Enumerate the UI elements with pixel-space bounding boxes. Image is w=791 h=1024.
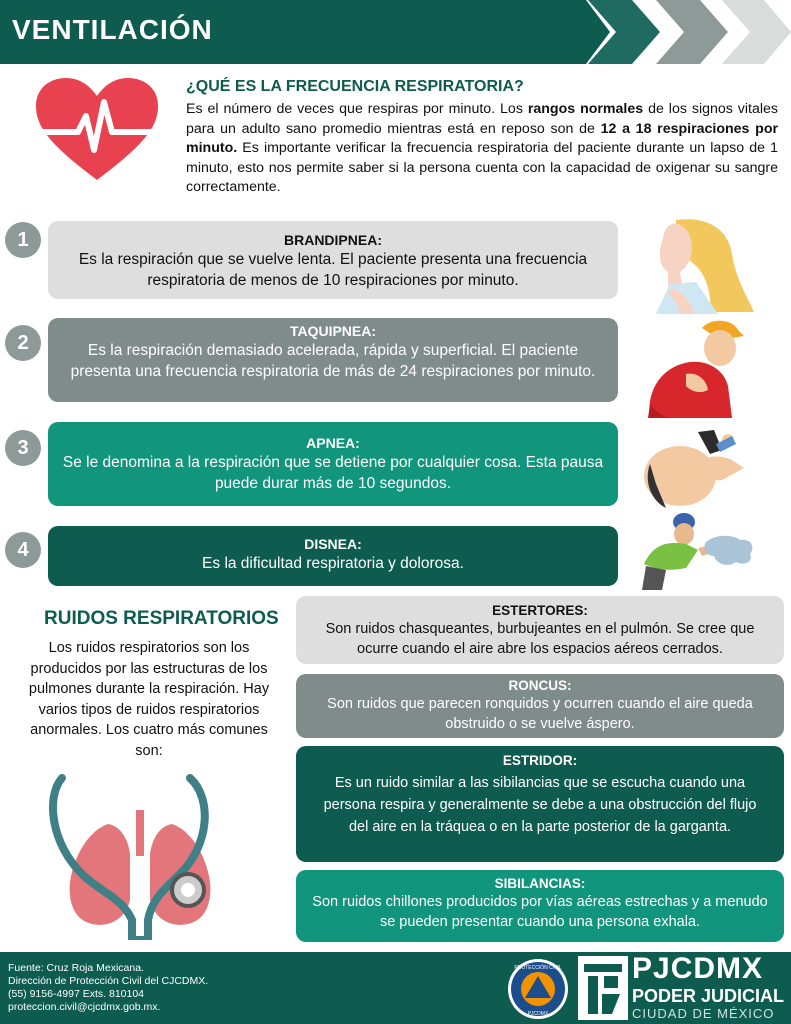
card-body: Son ruidos chillones producidos por vías aéreas estrechas y a menudo se pueden presentar cuando una persona exhala. <box>312 894 768 930</box>
card-body: Son ruidos que parecen ronquidos y ocurren cuando el aire queda obstruido o se vuelve áspero. <box>327 696 753 732</box>
intro-text-part: Es importante verificar la frecuencia respiratoria del paciente durante un lapso de 1 minuto, esto nos permite saber si la persona cuenta con la capacidad de oxigenar su sangre correctamente. <box>186 140 778 195</box>
intro-text-part: de los signos vitales para un adulto sano promedio mientras está en reposo son de <box>186 101 778 137</box>
footer-line: Dirección de Protección Civil del CJCDMX. <box>8 975 209 987</box>
page-title: VENTILACIÓN <box>12 14 213 45</box>
card-title <box>304 875 776 892</box>
colon: : <box>357 536 362 552</box>
colon: : <box>572 753 578 768</box>
card-title-text: ESTERTORES <box>492 603 584 618</box>
card-body: Se le denomina a la respiración que se detiene por cualquier cosa. Esta pausa puede durar más de 10 segundos. <box>62 454 604 492</box>
colon: : <box>580 876 586 891</box>
card-sibilancias <box>296 870 784 942</box>
card-title <box>304 602 776 619</box>
card-title <box>58 322 608 340</box>
colon: : <box>583 603 588 618</box>
footer <box>0 952 791 1024</box>
card-title-text: SIBILANCIAS <box>494 876 581 891</box>
seal-bottom-text: PJCDMX <box>527 1011 549 1017</box>
card-title-text: BRANDIPNEA <box>283 232 378 248</box>
fast-breathing-illustration <box>636 314 756 418</box>
slow-breathing-illustration <box>636 214 756 314</box>
card-body: Es un ruido similar a las sibilancias que se escucha cuando una persona respira y generalmente se debe a una obstrucción del flujo del aire en la tráquea o en la parte posterior de la garganta. <box>323 775 757 835</box>
colon: : <box>371 323 377 339</box>
card-body: Es la respiración que se vuelve lenta. El paciente presenta una frecuencia respiratoria de menos de 10 respiraciones por minuto. <box>78 251 588 289</box>
intro-title: ¿QUÉ ES LA FRECUENCIA RESPIRATORIA? <box>186 78 524 95</box>
intro-highlight: rangos normales <box>527 101 644 117</box>
ruidos-description: Los ruidos respiratorios son los producidos por las estructuras de los pulmones durante la respiración. Hay varios tipos de ruidos respiratorios anormales. Los cuatro más comunes son: <box>28 640 270 759</box>
card-body: Es la respiración demasiado acelerada, rápida y superficial. El paciente presenta una frecuencia respiratoria de más de 24 respiraciones por minuto. <box>70 342 596 380</box>
header-banner <box>0 0 791 64</box>
card-title <box>58 231 608 249</box>
step-number-1: 1 <box>5 222 41 258</box>
card-brandipnea <box>48 221 618 299</box>
intro-highlight: 12 a 18 respiraciones por minuto. <box>186 120 779 156</box>
logo-name: PJCDMX <box>632 952 764 985</box>
colon: : <box>567 678 572 693</box>
card-body: Es la dificultad respiratoria y dolorosa. <box>202 555 464 572</box>
card-taquipnea <box>48 318 618 402</box>
card-title-text: ESTRIDOR <box>502 753 573 768</box>
step-number-4: 4 <box>5 532 41 568</box>
card-disnea <box>48 526 618 586</box>
step-number-3: 3 <box>5 430 41 466</box>
card-title-text: APNEA <box>306 435 356 451</box>
footer-credits <box>8 962 208 1014</box>
step-number-2: 2 <box>5 325 41 361</box>
footer-email: proteccion.civil@cjcdmx.gob.mx. <box>8 1001 161 1013</box>
seal-top-text: PROTECCIÓN CIVIL <box>514 965 562 971</box>
ruidos-title: RUIDOS RESPIRATORIOS <box>44 608 279 629</box>
proteccion-civil-seal <box>502 958 574 1020</box>
card-body: Son ruidos chasqueantes, burbujeantes en el pulmón. Se cree que ocurre cuando el aire abre los espacios aéreos cerrados. <box>325 621 755 657</box>
colon: : <box>377 232 382 248</box>
logo-subtitle: PODER JUDICIAL <box>632 986 785 1006</box>
logo-city: CIUDAD DE MÉXICO <box>632 1006 775 1021</box>
footer-line: (55) 9156-4997 Exts. 810104 <box>8 988 145 1000</box>
card-title <box>304 677 776 694</box>
card-title-text: RONCUS <box>508 678 567 693</box>
card-title <box>58 434 608 452</box>
card-apnea <box>48 422 618 506</box>
card-title <box>304 750 776 772</box>
card-title-text: DISNEA <box>304 536 358 552</box>
dyspnea-illustration <box>636 504 756 590</box>
card-title <box>58 535 608 553</box>
apnea-illustration <box>636 424 756 514</box>
card-roncus <box>296 674 784 738</box>
colon: : <box>355 435 360 451</box>
card-title-text: TAQUIPNEA <box>289 323 372 339</box>
card-estertores <box>296 596 784 664</box>
heartbeat-icon <box>32 76 162 186</box>
stethoscope-lungs-icon <box>40 770 240 940</box>
card-estridor <box>296 746 784 862</box>
footer-line: Fuente: Cruz Roja Mexicana. <box>8 962 144 974</box>
intro-text-part: Es el número de veces que respiras por minuto. Los <box>186 101 528 117</box>
intro-text <box>186 100 778 198</box>
